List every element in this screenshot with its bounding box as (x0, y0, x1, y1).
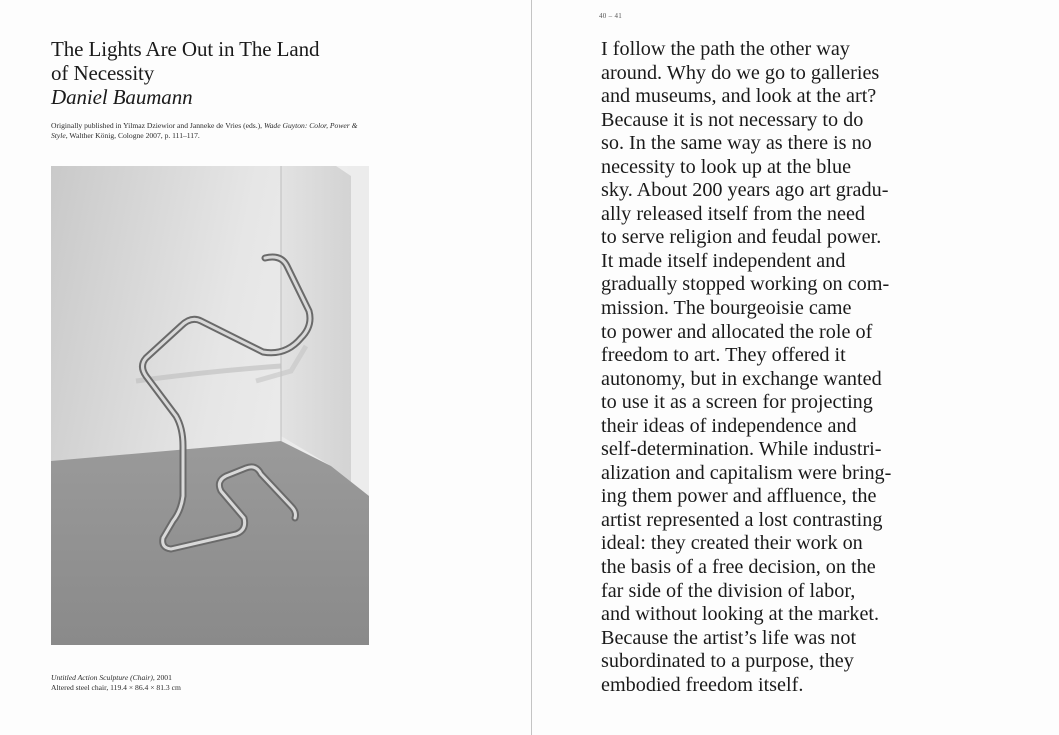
author-name: Daniel Baumann (51, 85, 193, 109)
source-book-title-1: Wade Guyton: Color, Power & (263, 121, 358, 130)
body-text-line: Because it is not necessary to do (601, 108, 864, 131)
body-text-line: the basis of a free decision, on the (601, 556, 876, 579)
title-line-2: of Necessity (51, 61, 155, 85)
source-prefix: Originally published in Yilmaz Dziewior and Janneke de Vries (eds.), (51, 121, 263, 130)
caption-title: Untitled Action Sculpture (Chair) (51, 673, 153, 682)
title-line-1: The Lights Are Out in The Land (51, 37, 320, 61)
body-text-line: freedom to art. They offered it (601, 344, 846, 367)
article-title (51, 37, 381, 109)
body-text-line: necessity to look up at the blue (601, 155, 852, 178)
body-text-line: to use it as a screen for projecting (601, 391, 873, 414)
body-text-line: sky. About 200 years ago art gradu- (601, 179, 889, 202)
source-book-title-2: Style (51, 131, 66, 140)
body-text-line: I follow the path the other way (601, 38, 850, 60)
image-caption (51, 673, 351, 693)
body-text-line: ideal: they created their work on (601, 532, 863, 555)
body-text-line: mission. The bourgeoisie came (601, 297, 852, 320)
sculpture-photo (51, 166, 369, 645)
body-text-line: ing them power and affluence, the (601, 485, 877, 508)
page-numbers: 40 – 41 (599, 12, 623, 20)
body-text-line: self-determination. While industri- (601, 438, 882, 461)
body-text-line: far side of the division of labor, (601, 579, 856, 602)
body-text-line: so. In the same way as there is no (601, 132, 872, 155)
body-text-line: to power and allocated the role of (601, 320, 873, 343)
body-text-line: autonomy, but in exchange wanted (601, 367, 882, 390)
body-text-line: ally released itself from the need (601, 202, 866, 225)
body-text-line: and museums, and look at the art? (601, 85, 877, 108)
body-text-line: to serve religion and feudal power. (601, 226, 882, 249)
body-text (601, 38, 931, 697)
body-text-line: Because the artist’s life was not (601, 626, 857, 649)
sculpture-photo-graphic (51, 166, 369, 645)
body-text-line: alization and capitalism were bring- (601, 461, 892, 484)
body-text-line: artist represented a lost contrasting (601, 508, 883, 531)
source-suffix: , Walther König, Cologne 2007, p. 111–117. (65, 131, 200, 140)
body-text-line: embodied freedom itself. (601, 673, 804, 696)
body-text-line: their ideas of independence and (601, 414, 857, 437)
body-text-line: It made itself independent and (601, 249, 846, 272)
body-text-line: and without looking at the market. (601, 603, 880, 626)
body-text-line: around. Why do we go to galleries (601, 61, 880, 84)
body-text-line: gradually stopped working on com- (601, 273, 890, 296)
caption-year: , 2001 (152, 673, 172, 682)
caption-details: Altered steel chair, 119.4 × 86.4 × 81.3 cm (51, 683, 181, 692)
body-text-line: subordinated to a purpose, they (601, 650, 854, 673)
source-note (51, 121, 376, 141)
